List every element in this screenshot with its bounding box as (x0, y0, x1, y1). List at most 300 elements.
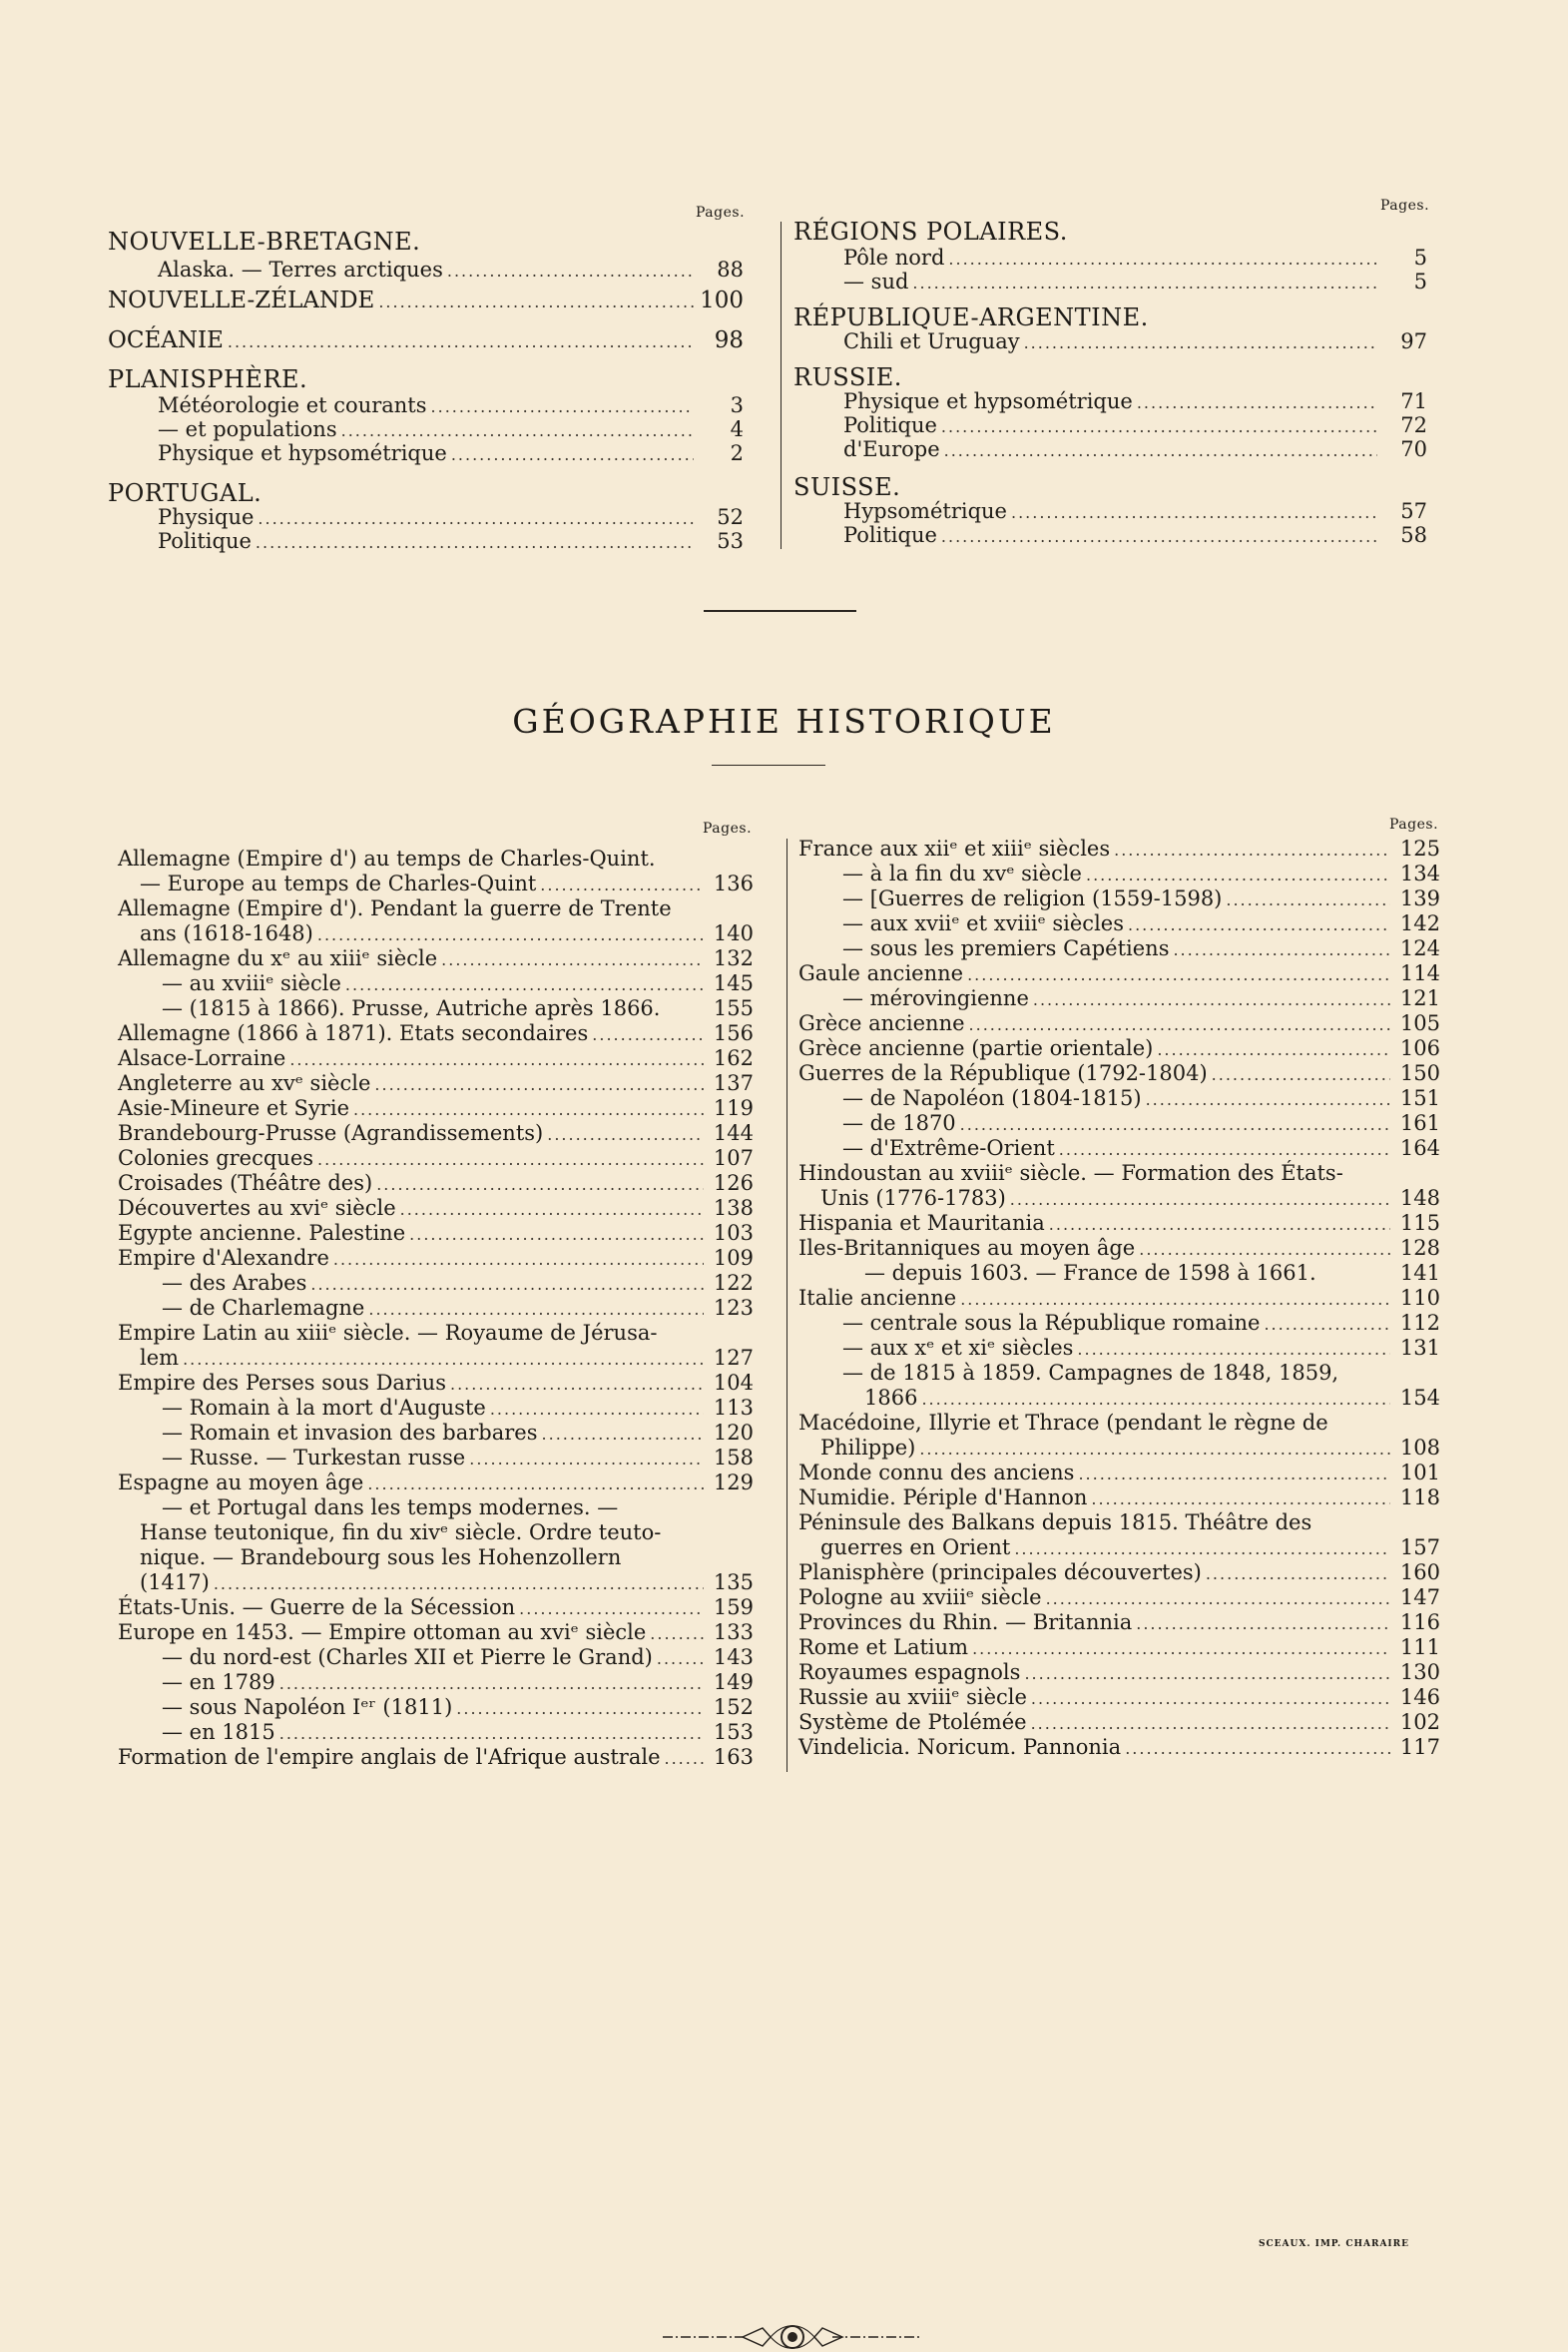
entry-label: Hanse teutonique, fin du xivᵉ siècle. Ordre teuto- (140, 1520, 662, 1544)
entry-label: France aux xiiᵉ et xiiiᵉ siècles (798, 837, 1111, 861)
index-entry (162, 1298, 754, 1319)
index-heading: RUSSIE. (793, 363, 902, 391)
index-entry (842, 1338, 1440, 1359)
index-entry (140, 874, 754, 894)
entry-label: Grèce ancienne (partie orientale) (798, 1036, 1154, 1060)
leader-dots (1031, 1716, 1390, 1732)
entry-label: Italie ancienne (798, 1286, 957, 1310)
index-entry (798, 1512, 1440, 1533)
entry-page-number: 111 (1399, 1635, 1440, 1659)
entry-page-number: 126 (713, 1171, 754, 1195)
index-entry (118, 1173, 754, 1194)
leader-dots (542, 1427, 704, 1443)
entry-label: Vindelicia. Noricum. Pannonia (798, 1735, 1122, 1759)
entry-label: — (1815 à 1866). Prusse, Autriche après 1866. (162, 996, 661, 1020)
entry-label: Colonies grecques (118, 1146, 314, 1170)
entry-label: Hispania et Mauritania (798, 1211, 1045, 1235)
entry-page-number: 151 (1399, 1086, 1440, 1110)
index-entry (798, 1712, 1440, 1733)
index-entry (798, 839, 1440, 860)
pages-header-hist-right: Pages. (1389, 817, 1439, 833)
index-entry (118, 1123, 754, 1144)
index-entry (162, 973, 754, 994)
index-entry (798, 1038, 1440, 1059)
index-entry (798, 1687, 1440, 1708)
entry-page-number: 135 (713, 1570, 754, 1594)
leader-dots (333, 1252, 704, 1268)
entry-label: guerres en Orient (820, 1535, 1011, 1559)
entry-page-number: 125 (1399, 837, 1440, 861)
index-entry (158, 419, 744, 440)
index-entry (843, 525, 1427, 546)
leader-dots (1024, 335, 1377, 351)
entry-label: Chili et Uruguay (843, 329, 1020, 353)
entry-page-number: 102 (1399, 1710, 1440, 1734)
entry-page-number: 71 (1400, 389, 1427, 413)
entry-page-number: 124 (1399, 936, 1440, 960)
index-entry (820, 1537, 1440, 1558)
entry-page-number: 88 (717, 258, 744, 282)
entry-page-number: 116 (1399, 1610, 1440, 1634)
entry-label: 1866 (864, 1386, 918, 1410)
index-entry (118, 849, 754, 870)
entry-page-number: 105 (1399, 1011, 1440, 1035)
entry-page-number: 162 (713, 1046, 754, 1070)
leader-dots (317, 927, 704, 943)
entry-label: — à la fin du xvᵉ siècle (842, 862, 1082, 885)
entry-page-number: 147 (1399, 1585, 1440, 1609)
index-entry (843, 501, 1427, 522)
entry-label: — de Napoléon (1804-1815) (842, 1086, 1142, 1110)
entry-label: — en 1815 (162, 1720, 275, 1744)
index-entry (843, 391, 1427, 412)
entry-label: Physique (158, 505, 255, 529)
index-entry (118, 1198, 754, 1219)
entry-label: Espagne au moyen âge (118, 1470, 364, 1494)
entry-label: Politique (843, 413, 937, 437)
column-divider-top (781, 222, 782, 549)
index-entry (864, 1263, 1440, 1284)
entry-label: Hindoustan au xviiiᵉ siècle. — Formation des États- (798, 1161, 1343, 1185)
index-entry (118, 1622, 754, 1643)
leader-dots (960, 1292, 1390, 1308)
entry-page-number: 133 (713, 1620, 754, 1644)
entry-page-number: 72 (1400, 413, 1427, 437)
column-divider-hist (786, 839, 787, 1772)
index-entry (162, 1398, 754, 1419)
section-title: GÉOGRAPHIE HISTORIQUE (512, 702, 1056, 741)
leader-dots (1014, 1541, 1390, 1557)
entry-page-number: 5 (1413, 246, 1427, 270)
entry-label: Allemagne (1866 à 1871). Etats secondaires (118, 1021, 589, 1045)
entry-page-number: 120 (713, 1421, 754, 1445)
entry-page-number: 163 (713, 1745, 754, 1769)
index-entry (162, 1423, 754, 1444)
entry-label: Rome et Latium (798, 1635, 969, 1659)
entry-page-number: 104 (713, 1371, 754, 1395)
entry-label: Angleterre au xvᵉ siècle (118, 1071, 371, 1095)
leader-dots (400, 1202, 704, 1218)
index-entry (162, 998, 754, 1019)
index-entry (798, 1612, 1440, 1633)
entry-label: — aux xᵉ et xiᵉ siècles (842, 1336, 1074, 1360)
index-entry (108, 290, 744, 312)
index-entry (798, 1063, 1440, 1084)
entry-label: — Romain à la mort d'Auguste (162, 1396, 486, 1420)
leader-dots (1206, 1566, 1390, 1582)
ornament-icon (663, 2322, 922, 2352)
index-entry (842, 864, 1440, 884)
entry-page-number: 103 (713, 1221, 754, 1245)
index-entry (118, 1148, 754, 1169)
index-entry (798, 1587, 1440, 1608)
entry-label: Pôle nord (843, 246, 945, 270)
entry-label: — depuis 1603. — France de 1598 à 1661. (864, 1261, 1316, 1285)
entry-page-number: 148 (1399, 1186, 1440, 1210)
entry-page-number: 110 (1399, 1286, 1440, 1310)
index-entry (158, 507, 744, 528)
entry-label: — de Charlemagne (162, 1296, 365, 1320)
entry-label: Allemagne (Empire d'). Pendant la guerre de Trente (118, 896, 672, 920)
entry-page-number: 101 (1399, 1461, 1440, 1484)
pages-header-top-right: Pages. (1380, 198, 1430, 214)
entry-label: Russie au xviiiᵉ siècle (798, 1685, 1027, 1709)
leader-dots (258, 511, 694, 527)
leader-dots (1264, 1317, 1390, 1333)
entry-label: Allemagne (Empire d') au temps de Charles-Quint. (118, 847, 656, 871)
entry-label: Empire Latin au xiiiᵉ siècle. — Royaume de Jérusa- (118, 1321, 658, 1345)
leader-dots (592, 1027, 704, 1043)
leader-dots (967, 967, 1390, 983)
entry-label: Formation de l'empire anglais de l'Afrique australe (118, 1745, 661, 1769)
leader-dots (317, 1152, 704, 1168)
index-entry (842, 888, 1440, 909)
index-entry (162, 1697, 754, 1718)
entry-page-number: 127 (713, 1346, 754, 1370)
index-entry (118, 1048, 754, 1069)
entry-label: — et populations (158, 417, 337, 441)
index-heading: PORTUGAL. (108, 479, 262, 507)
index-entry (820, 1188, 1440, 1209)
entry-page-number: 140 (713, 921, 754, 945)
entry-page-number: 3 (730, 393, 744, 417)
index-entry (158, 531, 744, 552)
entry-label: Découvertes au xviᵉ siècle (118, 1196, 396, 1220)
index-entry (118, 1023, 754, 1044)
entry-label: Planisphère (principales découvertes) (798, 1560, 1202, 1584)
entry-label: — Romain et invasion des barbares (162, 1421, 538, 1445)
index-entry (162, 1273, 754, 1294)
index-entry (842, 1313, 1440, 1334)
leader-dots (345, 977, 704, 993)
index-entry (140, 1522, 754, 1543)
entry-page-number: 164 (1399, 1136, 1440, 1160)
index-heading: RÉGIONS POLAIRES. (793, 218, 1068, 246)
entry-page-number: 109 (713, 1246, 754, 1270)
index-entry (864, 1388, 1440, 1409)
entry-page-number: 130 (1399, 1660, 1440, 1684)
pages-header-hist-left: Pages. (703, 821, 753, 837)
entry-page-number: 117 (1399, 1735, 1440, 1759)
entry-page-number: 161 (1399, 1111, 1440, 1135)
leader-dots (919, 1442, 1390, 1458)
leader-dots (944, 443, 1377, 459)
entry-page-number: 119 (713, 1096, 754, 1120)
section-rule-top (704, 610, 856, 612)
entry-page-number: 97 (1400, 329, 1427, 353)
index-entry (118, 1323, 754, 1344)
index-entry (140, 1547, 754, 1568)
index-entry (118, 1373, 754, 1394)
entry-page-number: 159 (713, 1595, 754, 1619)
entry-page-number: 146 (1399, 1685, 1440, 1709)
leader-dots (540, 878, 704, 893)
index-entry (798, 1413, 1440, 1434)
leader-dots (650, 1626, 704, 1642)
leader-dots (921, 1392, 1390, 1408)
entry-label: Unis (1776-1783) (820, 1186, 1006, 1210)
leader-dots (1226, 892, 1390, 908)
index-entry (140, 1572, 754, 1593)
index-heading: RÉPUBLIQUE-ARGENTINE. (793, 303, 1149, 331)
entry-page-number: 58 (1400, 523, 1427, 547)
index-entry (118, 1248, 754, 1269)
index-entry (158, 395, 744, 416)
entry-label: — des Arabes (162, 1271, 307, 1295)
index-entry (842, 988, 1440, 1009)
entry-label: Météorologie et courants (158, 393, 427, 417)
entry-label: d'Europe (843, 437, 940, 461)
entry-label: — d'Extrême-Orient (842, 1136, 1055, 1160)
leader-dots (941, 419, 1377, 435)
leader-dots (941, 529, 1377, 545)
leader-dots (409, 1227, 704, 1243)
section-rule-bottom (712, 765, 825, 766)
entry-page-number: 128 (1399, 1236, 1440, 1260)
entry-page-number: 4 (730, 417, 744, 441)
entry-label: Physique et hypsométrique (158, 441, 447, 465)
entry-page-number: 139 (1399, 886, 1440, 910)
leader-dots (1157, 1042, 1390, 1058)
index-entry (118, 1747, 754, 1768)
entry-page-number: 155 (713, 996, 754, 1020)
entry-page-number: 106 (1399, 1036, 1440, 1060)
entry-label: — sous les premiers Capétiens (842, 936, 1170, 960)
entry-label: Egypte ancienne. Palestine (118, 1221, 406, 1245)
entry-label: NOUVELLE-ZÉLANDE (108, 288, 375, 313)
leader-dots (665, 1751, 705, 1767)
index-entry (140, 923, 754, 944)
index-entry (798, 1662, 1440, 1683)
entry-page-number: 2 (730, 441, 744, 465)
entry-page-number: 149 (713, 1670, 754, 1694)
entry-label: Empire des Perses sous Darius (118, 1371, 446, 1395)
index-entry (798, 1463, 1440, 1483)
leader-dots (367, 1476, 704, 1492)
entry-page-number: 150 (1399, 1061, 1440, 1085)
entry-page-number: 154 (1399, 1386, 1440, 1410)
leader-dots (341, 423, 694, 439)
leader-dots (1139, 1242, 1390, 1258)
leader-dots (353, 1102, 704, 1118)
entry-label: Hypsométrique (843, 499, 1007, 523)
entry-page-number: 156 (713, 1021, 754, 1045)
index-entry (140, 1348, 754, 1369)
leader-dots (1114, 843, 1390, 859)
entry-page-number: 113 (713, 1396, 754, 1420)
entry-label: Gaule ancienne (798, 961, 964, 985)
entry-label: Guerres de la République (1792-1804) (798, 1061, 1208, 1085)
index-entry (108, 329, 744, 352)
index-entry (798, 1562, 1440, 1583)
entry-page-number: 134 (1399, 862, 1440, 885)
entry-label: Allemagne du xᵉ au xiiiᵉ siècle (118, 946, 438, 970)
leader-dots (1011, 505, 1377, 521)
index-entry (842, 938, 1440, 959)
entry-label: Numidie. Périple d'Hannon (798, 1485, 1088, 1509)
entry-label: — Russe. — Turkestan russe (162, 1446, 466, 1470)
leader-dots (279, 1676, 704, 1692)
entry-label: — du nord-est (Charles XII et Pierre le Grand) (162, 1645, 653, 1669)
leader-dots (969, 1017, 1390, 1033)
leader-dots (456, 1701, 704, 1717)
entry-page-number: 157 (1399, 1535, 1440, 1559)
entry-page-number: 107 (713, 1146, 754, 1170)
entry-label: Iles-Britanniques au moyen âge (798, 1236, 1136, 1260)
entry-label: — centrale sous la République romaine (842, 1311, 1261, 1335)
index-entry (798, 1637, 1440, 1658)
entry-page-number: 131 (1399, 1336, 1440, 1360)
entry-page-number: 137 (713, 1071, 754, 1095)
entry-page-number: 5 (1413, 270, 1427, 294)
leader-dots (1137, 395, 1377, 411)
entry-page-number: 143 (713, 1645, 754, 1669)
leader-dots (289, 1052, 704, 1068)
leader-dots (1086, 868, 1390, 883)
entry-page-number: 142 (1399, 911, 1440, 935)
entry-page-number: 98 (714, 327, 744, 353)
leader-dots (1078, 1467, 1390, 1482)
leader-dots (376, 1177, 704, 1193)
index-entry (843, 248, 1427, 269)
entry-label: Système de Ptolémée (798, 1710, 1027, 1734)
entry-label: Péninsule des Balkans depuis 1815. Théâtre des (798, 1510, 1312, 1534)
entry-label: Alaska. — Terres arctiques (158, 258, 443, 282)
entry-page-number: 108 (1399, 1436, 1440, 1460)
index-entry (843, 439, 1427, 460)
printer-imprint: SCEAUX. IMP. CHARAIRE (1259, 2239, 1409, 2249)
pages-header-top-left: Pages. (696, 205, 746, 221)
index-entry (118, 1472, 754, 1493)
index-entry (798, 1213, 1440, 1234)
entry-page-number: 123 (713, 1296, 754, 1320)
entry-label: — sud (843, 270, 909, 294)
index-entry (118, 1597, 754, 1618)
entry-label: — aux xviiᵉ et xviiiᵉ siècles (842, 911, 1124, 935)
index-heading: NOUVELLE-BRETAGNE. (108, 228, 421, 256)
leader-dots (1046, 1591, 1390, 1607)
entry-label: Alsace-Lorraine (118, 1046, 286, 1070)
entry-page-number: 100 (700, 288, 744, 313)
entry-page-number: 152 (713, 1695, 754, 1719)
leader-dots (447, 264, 694, 280)
leader-dots (1125, 1741, 1390, 1757)
entry-page-number: 153 (713, 1720, 754, 1744)
index-entry (843, 272, 1427, 293)
index-entry (798, 1487, 1440, 1508)
leader-dots (441, 952, 704, 968)
index-entry (798, 963, 1440, 984)
leader-dots (431, 399, 694, 415)
leader-dots (374, 1077, 704, 1093)
entry-label: Pologne au xviiiᵉ siècle (798, 1585, 1042, 1609)
leader-dots (1091, 1491, 1390, 1507)
entry-page-number: 145 (713, 971, 754, 995)
entry-label: — au xviiiᵉ siècle (162, 971, 341, 995)
leader-dots (1033, 992, 1390, 1008)
entry-label: Philippe) (820, 1436, 916, 1460)
entry-label: OCÉANIE (108, 327, 224, 353)
leader-dots (378, 294, 694, 310)
entry-label: Europe en 1453. — Empire ottoman au xviᵉ siècle (118, 1620, 647, 1644)
index-entry (118, 1223, 754, 1244)
leader-dots (279, 1726, 704, 1742)
index-entry (158, 443, 744, 464)
entry-label: — mérovingienne (842, 986, 1029, 1010)
index-entry (842, 1363, 1440, 1384)
entry-page-number: 129 (713, 1470, 754, 1494)
entry-label: — de 1815 à 1859. Campagnes de 1848, 1859, (842, 1361, 1339, 1385)
index-entry (842, 1088, 1440, 1109)
entry-page-number: 158 (713, 1446, 754, 1470)
entry-page-number: 53 (717, 529, 744, 553)
entry-page-number: 118 (1399, 1485, 1440, 1509)
entry-label: Empire d'Alexandre (118, 1246, 329, 1270)
leader-dots (256, 535, 694, 551)
leader-dots (948, 252, 1377, 268)
index-entry (162, 1672, 754, 1693)
entry-page-number: 70 (1400, 437, 1427, 461)
entry-page-number: 138 (713, 1196, 754, 1220)
leader-dots (368, 1302, 704, 1318)
index-heading: PLANISPHÈRE. (108, 365, 308, 393)
leader-dots (1010, 1192, 1390, 1208)
index-heading: SUISSE. (793, 473, 901, 501)
index-entry (158, 260, 744, 281)
leader-dots (1146, 1092, 1390, 1108)
leader-dots (972, 1641, 1390, 1657)
leader-dots (183, 1352, 704, 1368)
entry-label: Politique (843, 523, 937, 547)
index-entry (843, 415, 1427, 436)
entry-label: Croisades (Théâtre des) (118, 1171, 373, 1195)
entry-label: — sous Napoléon Iᵉʳ (1811) (162, 1695, 453, 1719)
entry-label: — Europe au temps de Charles-Quint (140, 872, 537, 895)
entry-page-number: 57 (1400, 499, 1427, 523)
leader-dots (1136, 1616, 1390, 1632)
entry-label: Provinces du Rhin. — Britannia (798, 1610, 1133, 1634)
index-entry (118, 948, 754, 969)
entry-page-number: 132 (713, 946, 754, 970)
entry-label: Royaumes espagnols (798, 1660, 1021, 1684)
entry-page-number: 141 (1399, 1261, 1440, 1285)
entry-page-number: 136 (713, 872, 754, 895)
leader-dots (490, 1402, 704, 1418)
index-entry (162, 1497, 754, 1518)
leader-dots (1077, 1342, 1390, 1358)
index-entry (842, 913, 1440, 934)
index-entry (798, 1163, 1440, 1184)
